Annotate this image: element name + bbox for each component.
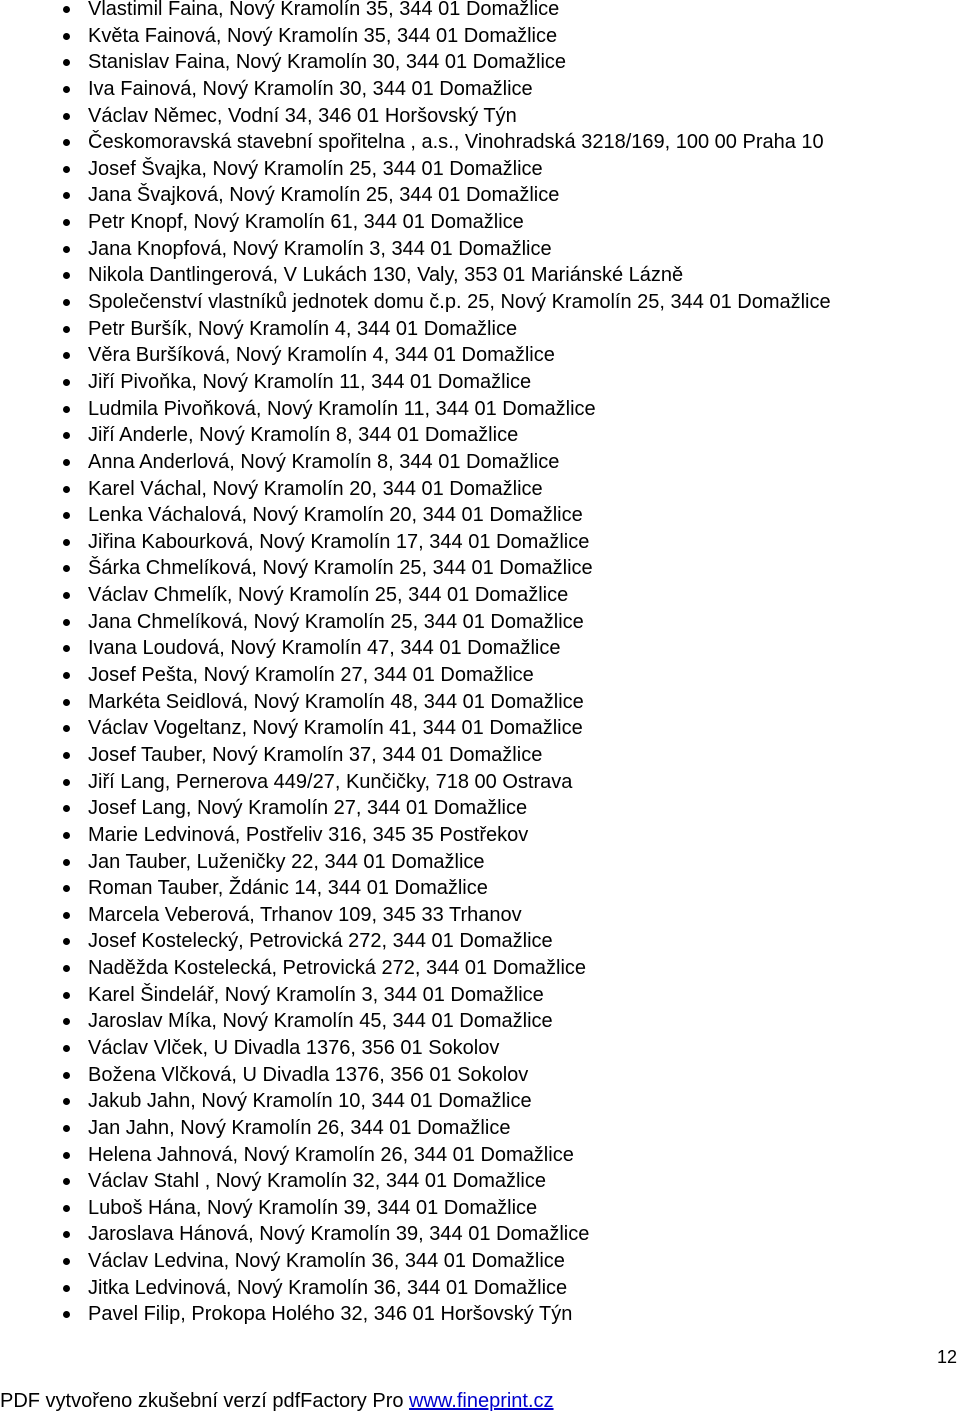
footer-link[interactable]: www.fineprint.cz	[409, 1390, 554, 1412]
bullet-icon	[63, 1152, 70, 1159]
list-item-text: Josef Pešta, Nový Kramolín 27, 344 01 Domažlice	[88, 664, 534, 687]
list-item-text: Roman Tauber, Ždánic 14, 344 01 Domažlice	[88, 877, 488, 900]
list-item	[0, 156, 831, 183]
bullet-icon	[63, 1125, 70, 1132]
list-item	[0, 582, 831, 609]
list-item	[0, 982, 831, 1009]
list-item	[0, 769, 831, 796]
bullet-icon	[63, 885, 70, 892]
bullet-icon	[63, 752, 70, 759]
list-item-text: Jitka Ledvinová, Nový Kramolín 36, 344 01 Domažlice	[88, 1276, 568, 1299]
list-item	[0, 476, 831, 503]
list-item	[0, 289, 831, 316]
list-item-text: Václav Vogeltanz, Nový Kramolín 41, 344 01 Domažlice	[88, 717, 583, 740]
bullet-icon	[63, 1311, 70, 1318]
list-item-text: Stanislav Faina, Nový Kramolín 30, 344 01 Domažlice	[88, 51, 567, 74]
list-item-text: Karel Šindelář, Nový Kramolín 3, 344 01 Domažlice	[88, 983, 544, 1006]
list-item-text: Věra Buršíková, Nový Kramolín 4, 344 01 Domažlice	[88, 344, 555, 367]
bullet-icon	[63, 406, 70, 413]
bullet-icon	[63, 166, 70, 173]
list-item	[0, 902, 831, 929]
bullet-icon	[63, 565, 70, 572]
list-item	[0, 715, 831, 742]
bullet-icon	[63, 1018, 70, 1025]
list-item	[0, 316, 831, 343]
list-item	[0, 49, 831, 76]
list-item-text: Markéta Seidlová, Nový Kramolín 48, 344 01 Domažlice	[88, 690, 584, 713]
bullet-icon	[63, 672, 70, 679]
list-item	[0, 635, 831, 662]
list-item	[0, 236, 831, 263]
list-item	[0, 23, 831, 50]
list-item	[0, 795, 831, 822]
list-item	[0, 0, 831, 23]
pdf-footer	[0, 1390, 554, 1413]
list-item-text: Václav Ledvina, Nový Kramolín 36, 344 01 Domažlice	[88, 1250, 565, 1273]
page-number: 12	[936, 1347, 957, 1367]
list-item-text: Jiří Anderle, Nový Kramolín 8, 344 01 Domažlice	[88, 424, 519, 447]
list-item	[0, 262, 831, 289]
list-item-text: Ivana Loudová, Nový Kramolín 47, 344 01 Domažlice	[88, 637, 561, 660]
list-item-text: Společenství vlastníků jednotek domu č.p. 25, Nový Kramolín 25, 344 01 Domažlice	[88, 291, 831, 314]
bullet-icon	[63, 352, 70, 359]
list-item	[0, 129, 831, 156]
bullet-icon	[63, 1045, 70, 1052]
list-item	[0, 502, 831, 529]
bullet-icon	[63, 619, 70, 626]
list-item-text: Jan Tauber, Luženičky 22, 344 01 Domažlice	[88, 850, 485, 873]
list-item	[0, 555, 831, 582]
bullet-icon	[63, 486, 70, 493]
list-item-text: Lenka Váchalová, Nový Kramolín 20, 344 01 Domažlice	[88, 504, 583, 527]
list-item	[0, 422, 831, 449]
list-item	[0, 103, 831, 130]
bullet-icon	[63, 272, 70, 279]
list-item-text: Květa Fainová, Nový Kramolín 35, 344 01 Domažlice	[88, 24, 558, 47]
bullet-icon	[63, 299, 70, 306]
list-item	[0, 928, 831, 955]
list-item	[0, 76, 831, 103]
list-item	[0, 955, 831, 982]
list-item-text: Naděžda Kostelecká, Petrovická 272, 344 01 Domažlice	[88, 957, 587, 980]
list-item-text: Nikola Dantlingerová, V Lukách 130, Valy, 353 01 Mariánské Lázně	[88, 264, 684, 287]
bullet-icon	[63, 1072, 70, 1079]
list-item	[0, 822, 831, 849]
list-item-text: Karel Váchal, Nový Kramolín 20, 344 01 Domažlice	[88, 477, 543, 500]
bullet-icon	[63, 725, 70, 732]
list-item-text: Jiří Pivoňka, Nový Kramolín 11, 344 01 Domažlice	[88, 370, 532, 393]
bullet-icon	[63, 139, 70, 146]
list-item	[0, 1115, 831, 1142]
list-item	[0, 1275, 831, 1302]
list-item	[0, 849, 831, 876]
bullet-icon	[63, 113, 70, 120]
list-item	[0, 396, 831, 423]
bullet-icon	[63, 859, 70, 866]
list-item	[0, 1248, 831, 1275]
bullet-icon	[63, 539, 70, 546]
list-item-text: Jan Jahn, Nový Kramolín 26, 344 01 Domažlice	[88, 1116, 511, 1139]
list-item	[0, 1062, 831, 1089]
bullet-icon	[63, 246, 70, 253]
list-item-text: Josef Švajka, Nový Kramolín 25, 344 01 Domažlice	[88, 157, 543, 180]
list-item-text: Ludmila Pivoňková, Nový Kramolín 11, 344 01 Domažlice	[88, 397, 596, 420]
list-item	[0, 342, 831, 369]
list-item	[0, 1195, 831, 1222]
list-item	[0, 1168, 831, 1195]
bullet-icon	[63, 938, 70, 945]
list-item-text: Petr Buršík, Nový Kramolín 4, 344 01 Domažlice	[88, 317, 518, 340]
list-item	[0, 662, 831, 689]
bullet-icon	[63, 33, 70, 40]
list-item-text: Josef Kostelecký, Petrovická 272, 344 01 Domažlice	[88, 930, 553, 953]
list-item-text: Marcela Veberová, Trhanov 109, 345 33 Trhanov	[88, 903, 522, 926]
list-item	[0, 1301, 831, 1328]
bullet-icon	[63, 805, 70, 812]
list-item	[0, 875, 831, 902]
list-item	[0, 182, 831, 209]
list-item-text: Jaroslava Hánová, Nový Kramolín 39, 344 01 Domažlice	[88, 1223, 590, 1246]
list-item-text: Helena Jahnová, Nový Kramolín 26, 344 01 Domažlice	[88, 1143, 574, 1166]
list-item-text: Václav Stahl , Nový Kramolín 32, 344 01 Domažlice	[88, 1170, 546, 1193]
bullet-icon	[63, 192, 70, 199]
bullet-icon	[63, 1285, 70, 1292]
list-item-text: Jaroslav Míka, Nový Kramolín 45, 344 01 Domažlice	[88, 1010, 553, 1033]
bullet-icon	[63, 912, 70, 919]
bullet-icon	[63, 1178, 70, 1185]
list-item-text: Jana Knopfová, Nový Kramolín 3, 344 01 Domažlice	[88, 237, 552, 260]
list-item	[0, 1221, 831, 1248]
list-item-text: Jiřina Kabourková, Nový Kramolín 17, 344 01 Domažlice	[88, 530, 590, 553]
list-item-text: Jakub Jahn, Nový Kramolín 10, 344 01 Domažlice	[88, 1090, 532, 1113]
list-item-text: Josef Tauber, Nový Kramolín 37, 344 01 Domažlice	[88, 743, 543, 766]
bullet-icon	[63, 379, 70, 386]
bullet-icon	[63, 326, 70, 333]
list-item	[0, 609, 831, 636]
list-item-text: Českomoravská stavební spořitelna , a.s., Vinohradská 3218/169, 100 00 Praha 10	[88, 131, 824, 154]
list-item	[0, 369, 831, 396]
list-item	[0, 742, 831, 769]
list-item-text: Iva Fainová, Nový Kramolín 30, 344 01 Domažlice	[88, 77, 533, 100]
list-item	[0, 1008, 831, 1035]
footer-text: PDF vytvořeno zkušební verzí pdfFactory Pro	[0, 1390, 410, 1412]
bullet-icon	[63, 832, 70, 839]
bullet-icon	[63, 1258, 70, 1265]
list-item-text: Anna Anderlová, Nový Kramolín 8, 344 01 Domažlice	[88, 450, 560, 473]
list-item-text: Jana Švajková, Nový Kramolín 25, 344 01 Domažlice	[88, 184, 560, 207]
bullet-icon	[63, 779, 70, 786]
bullet-icon	[63, 86, 70, 93]
list-item	[0, 1035, 831, 1062]
list-item-text: Marie Ledvinová, Postřeliv 316, 345 35 Postřekov	[88, 823, 529, 846]
bullet-icon	[63, 459, 70, 466]
bullet-icon	[63, 992, 70, 999]
list-item	[0, 1088, 831, 1115]
list-item-text: Václav Němec, Vodní 34, 346 01 Horšovský Týn	[88, 104, 517, 127]
bullet-icon	[63, 592, 70, 599]
bullet-icon	[63, 219, 70, 226]
bullet-icon	[63, 59, 70, 66]
list-item	[0, 209, 831, 236]
list-item-text: Pavel Filip, Prokopa Holého 32, 346 01 Horšovský Týn	[88, 1303, 573, 1326]
list-item-text: Václav Chmelík, Nový Kramolín 25, 344 01 Domažlice	[88, 584, 569, 607]
bullet-icon	[63, 432, 70, 439]
bullet-icon	[63, 6, 70, 13]
list-item	[0, 1142, 831, 1169]
bullet-icon	[63, 699, 70, 706]
list-item	[0, 529, 831, 556]
list-item	[0, 449, 831, 476]
list-item-text: Šárka Chmelíková, Nový Kramolín 25, 344 01 Domažlice	[88, 557, 593, 580]
bullet-icon	[63, 1205, 70, 1212]
list-item-text: Jana Chmelíková, Nový Kramolín 25, 344 01 Domažlice	[88, 610, 584, 633]
bullet-icon	[63, 1231, 70, 1238]
list-item-text: Božena Vlčková, U Divadla 1376, 356 01 Sokolov	[88, 1063, 529, 1086]
bullet-icon	[63, 1098, 70, 1105]
bullet-icon	[63, 965, 70, 972]
list-item-text: Luboš Hána, Nový Kramolín 39, 344 01 Domažlice	[88, 1196, 538, 1219]
list-item-text: Petr Knopf, Nový Kramolín 61, 344 01 Domažlice	[88, 211, 524, 234]
bullet-icon	[63, 512, 70, 519]
list-item	[0, 689, 831, 716]
list-item-text: Jiří Lang, Pernerova 449/27, Kunčičky, 718 00 Ostrava	[88, 770, 573, 793]
list-item-text: Václav Vlček, U Divadla 1376, 356 01 Sokolov	[88, 1036, 500, 1059]
list-item-text: Vlastimil Faina, Nový Kramolín 35, 344 01 Domažlice	[88, 0, 560, 20]
bullet-icon	[63, 645, 70, 652]
list-item-text: Josef Lang, Nový Kramolín 27, 344 01 Domažlice	[88, 797, 528, 820]
